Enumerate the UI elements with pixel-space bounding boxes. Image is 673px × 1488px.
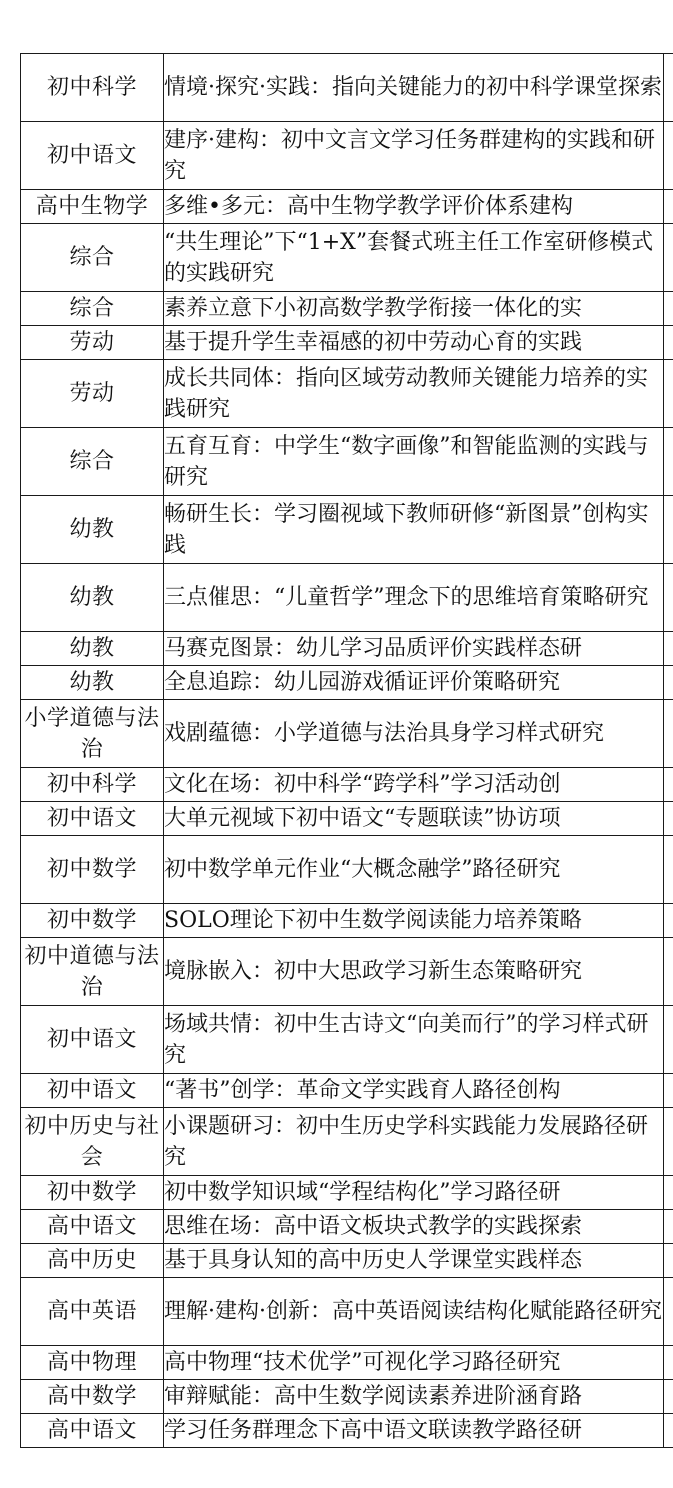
project-title-cell: 成长共同体：指向区域劳动教师关键能力培养的实践研究 bbox=[164, 360, 664, 428]
table-row bbox=[21, 54, 673, 122]
clipped-column-cell bbox=[664, 54, 673, 122]
table-row bbox=[21, 122, 673, 190]
subject-cell: 高中生物学 bbox=[21, 190, 164, 224]
clipped-column-cell bbox=[664, 428, 673, 496]
table-row bbox=[21, 904, 673, 938]
table-row bbox=[21, 428, 673, 496]
subject-cell: 初中历史与社会 bbox=[21, 1108, 164, 1176]
table-row bbox=[21, 1346, 673, 1380]
table-row bbox=[21, 1210, 673, 1244]
clipped-column-cell bbox=[664, 1380, 673, 1414]
project-title-cell: “著书”创学：革命文学实践育人路径创构 bbox=[164, 1074, 664, 1108]
project-title-cell: 文化在场：初中科学“跨学科”学习活动创 bbox=[164, 768, 664, 802]
subject-cell: 初中语文 bbox=[21, 1006, 164, 1074]
clipped-column-cell bbox=[664, 904, 673, 938]
project-title-cell: 理解·建构·创新：高中英语阅读结构化赋能路径研究 bbox=[164, 1278, 664, 1346]
table-row bbox=[21, 360, 673, 428]
clipped-column-cell bbox=[664, 768, 673, 802]
clipped-column-cell bbox=[664, 632, 673, 666]
table-row bbox=[21, 700, 673, 768]
project-title-cell: “共生理论”下“1+X”套餐式班主任工作室研修模式的实践研究 bbox=[164, 224, 664, 292]
project-title-cell: 全息追踪：幼儿园游戏循证评价策略研究 bbox=[164, 666, 664, 700]
clipped-column-cell bbox=[664, 1278, 673, 1346]
table-row bbox=[21, 666, 673, 700]
table-row bbox=[21, 802, 673, 836]
subject-cell: 高中英语 bbox=[21, 1278, 164, 1346]
clipped-column-cell bbox=[664, 190, 673, 224]
clipped-column-cell bbox=[664, 1414, 673, 1448]
project-title-cell: 情境·探究·实践：指向关键能力的初中科学课堂探索 bbox=[164, 54, 664, 122]
project-title-cell: 基于提升学生幸福感的初中劳动心育的实践 bbox=[164, 326, 664, 360]
clipped-column-cell bbox=[664, 836, 673, 904]
subject-cell: 高中数学 bbox=[21, 1380, 164, 1414]
clipped-column-cell bbox=[664, 1176, 673, 1210]
project-title-cell: 小课题研习：初中生历史学科实践能力发展路径研究 bbox=[164, 1108, 664, 1176]
clipped-column-cell bbox=[664, 802, 673, 836]
clipped-column-cell bbox=[664, 496, 673, 564]
table-row bbox=[21, 326, 673, 360]
clipped-column-cell bbox=[664, 360, 673, 428]
subject-cell: 劳动 bbox=[21, 360, 164, 428]
table-row bbox=[21, 1380, 673, 1414]
table-row bbox=[21, 836, 673, 904]
project-title-cell: 高中物理“技术优学”可视化学习路径研究 bbox=[164, 1346, 664, 1380]
table-row bbox=[21, 1414, 673, 1448]
table-row bbox=[21, 768, 673, 802]
clipped-column-cell bbox=[664, 326, 673, 360]
clipped-column-cell bbox=[664, 700, 673, 768]
subject-cell: 幼教 bbox=[21, 632, 164, 666]
project-title-cell: 思维在场：高中语文板块式教学的实践探索 bbox=[164, 1210, 664, 1244]
table-row bbox=[21, 190, 673, 224]
project-title-cell: 场域共情：初中生古诗文“向美而行”的学习样式研究 bbox=[164, 1006, 664, 1074]
project-title-cell: 基于具身认知的高中历史人学课堂实践样态 bbox=[164, 1244, 664, 1278]
clipped-column-cell bbox=[664, 1244, 673, 1278]
project-title-cell: 多维•多元：高中生物学教学评价体系建构 bbox=[164, 190, 664, 224]
subject-cell: 初中科学 bbox=[21, 768, 164, 802]
project-title-cell: 学习任务群理念下高中语文联读教学路径研 bbox=[164, 1414, 664, 1448]
clipped-column-cell bbox=[664, 564, 673, 632]
table-body bbox=[21, 54, 673, 1448]
table-row bbox=[21, 1108, 673, 1176]
table-row bbox=[21, 1074, 673, 1108]
project-title-cell: 初中数学单元作业“大概念融学”路径研究 bbox=[164, 836, 664, 904]
clipped-column-cell bbox=[664, 666, 673, 700]
project-title-cell: 戏剧蕴德：小学道德与法治具身学习样式研究 bbox=[164, 700, 664, 768]
project-title-cell: 畅研生长：学习圈视域下教师研修“新图景”创构实践 bbox=[164, 496, 664, 564]
project-title-cell: SOLO理论下初中生数学阅读能力培养策略 bbox=[164, 904, 664, 938]
clipped-column-cell bbox=[664, 1210, 673, 1244]
project-title-cell: 大单元视域下初中语文“专题联读”协访项 bbox=[164, 802, 664, 836]
table-row bbox=[21, 224, 673, 292]
subject-cell: 高中语文 bbox=[21, 1414, 164, 1448]
clipped-column-cell bbox=[664, 292, 673, 326]
project-title-cell: 建序·建构：初中文言文学习任务群建构的实践和研究 bbox=[164, 122, 664, 190]
subject-cell: 幼教 bbox=[21, 564, 164, 632]
project-table bbox=[20, 53, 673, 1448]
project-title-cell: 五育互育：中学生“数字画像”和智能监测的实践与研究 bbox=[164, 428, 664, 496]
subject-cell: 初中数学 bbox=[21, 1176, 164, 1210]
table-row bbox=[21, 564, 673, 632]
project-title-cell: 境脉嵌入：初中大思政学习新生态策略研究 bbox=[164, 938, 664, 1006]
clipped-column-cell bbox=[664, 1006, 673, 1074]
table-row bbox=[21, 1176, 673, 1210]
table-row bbox=[21, 938, 673, 1006]
table-row bbox=[21, 292, 673, 326]
subject-cell: 初中语文 bbox=[21, 802, 164, 836]
subject-cell: 小学道德与法治 bbox=[21, 700, 164, 768]
subject-cell: 综合 bbox=[21, 224, 164, 292]
subject-cell: 初中语文 bbox=[21, 1074, 164, 1108]
subject-cell: 高中语文 bbox=[21, 1210, 164, 1244]
clipped-column-cell bbox=[664, 224, 673, 292]
subject-cell: 幼教 bbox=[21, 496, 164, 564]
subject-cell: 高中物理 bbox=[21, 1346, 164, 1380]
subject-cell: 综合 bbox=[21, 292, 164, 326]
subject-cell: 初中语文 bbox=[21, 122, 164, 190]
clipped-column-cell bbox=[664, 122, 673, 190]
subject-cell: 高中历史 bbox=[21, 1244, 164, 1278]
project-title-cell: 审辩赋能：高中生数学阅读素养进阶涵育路 bbox=[164, 1380, 664, 1414]
table-row bbox=[21, 1244, 673, 1278]
clipped-column-cell bbox=[664, 1108, 673, 1176]
subject-cell: 初中科学 bbox=[21, 54, 164, 122]
table-row bbox=[21, 632, 673, 666]
table-row bbox=[21, 1006, 673, 1074]
project-title-cell: 三点催思：“儿童哲学”理念下的思维培育策略研究 bbox=[164, 564, 664, 632]
clipped-column-cell bbox=[664, 1074, 673, 1108]
subject-cell: 初中数学 bbox=[21, 904, 164, 938]
clipped-column-cell bbox=[664, 1346, 673, 1380]
table-row bbox=[21, 1278, 673, 1346]
subject-cell: 劳动 bbox=[21, 326, 164, 360]
subject-cell: 综合 bbox=[21, 428, 164, 496]
subject-cell: 初中道德与法治 bbox=[21, 938, 164, 1006]
project-title-cell: 初中数学知识域“学程结构化”学习路径研 bbox=[164, 1176, 664, 1210]
project-title-cell: 素养立意下小初高数学教学衔接一体化的实 bbox=[164, 292, 664, 326]
subject-cell: 幼教 bbox=[21, 666, 164, 700]
subject-cell: 初中数学 bbox=[21, 836, 164, 904]
table-sheet bbox=[20, 53, 673, 1448]
clipped-column-cell bbox=[664, 938, 673, 1006]
project-title-cell: 马赛克图景：幼儿学习品质评价实践样态研 bbox=[164, 632, 664, 666]
table-row bbox=[21, 496, 673, 564]
